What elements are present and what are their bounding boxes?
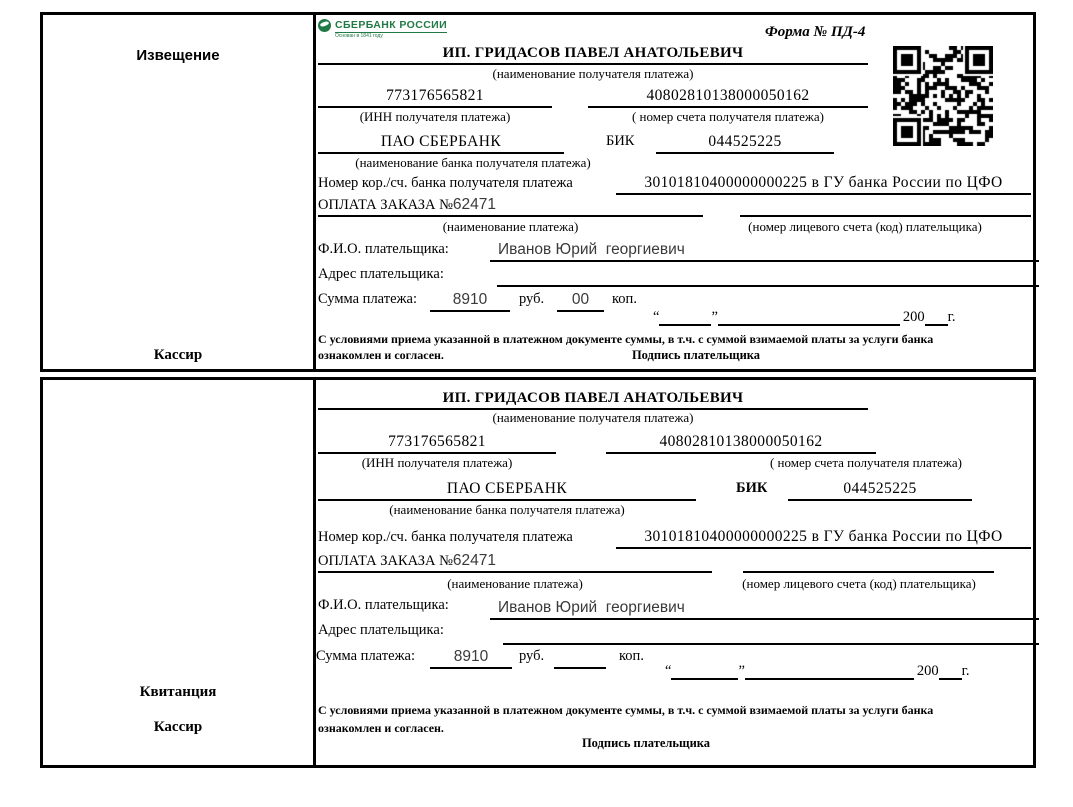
sum-label: Сумма платежа: <box>316 648 415 664</box>
notice-stub <box>43 15 316 369</box>
terms-line2: ознакомлен и согласен. <box>318 721 444 735</box>
caption-payee: (наименование получателя платежа) <box>492 66 694 81</box>
rub-label: руб. <box>519 648 545 664</box>
payee-name-field: ИП. ГРИДАСОВ ПАВЕЛ АНАТОЛЬЕВИЧ <box>318 386 868 410</box>
date-row: “ ” 200 г. <box>653 309 956 325</box>
bik-label: БИК <box>606 133 635 149</box>
caption-payment: (наименование платежа) <box>447 576 583 591</box>
caption-account: ( номер счета получателя платежа) <box>631 109 825 124</box>
stub-cashier-label: Кассир <box>153 719 203 735</box>
caption-personal-account: (номер лицевого счета (код) плательщика) <box>742 576 976 591</box>
corr-label: Номер кор./сч. банка получателя платежа <box>318 529 573 545</box>
caption-payment: (наименование платежа) <box>442 219 579 234</box>
date-day-line <box>671 663 738 680</box>
caption-account: ( номер счета получателя платежа) <box>769 455 963 470</box>
fio-label: Ф.И.О. плательщика: <box>318 241 449 257</box>
form-code: Форма № ПД-4 <box>765 24 866 40</box>
receipt-stub <box>43 380 316 765</box>
caption-bank: (наименование банка получателя платежа) <box>389 502 625 517</box>
kop-label: коп. <box>612 291 637 307</box>
sum-label: Сумма платежа: <box>318 291 417 307</box>
bik-label: БИК <box>736 480 768 496</box>
bank-name-field: ПАО СБЕРБАНК <box>318 478 696 501</box>
rub-label: руб. <box>519 291 545 307</box>
date-row: “ ” 200 г. <box>665 663 970 679</box>
caption-inn: (ИНН получателя платежа) <box>359 109 511 124</box>
bik-field: 044525225 <box>656 131 834 154</box>
caption-payee: (наименование получателя платежа) <box>492 410 694 425</box>
sum-rub-field: 8910 <box>430 287 510 312</box>
corr-account-field: 30101810400000000225 в ГУ банка России по ЦФО <box>616 171 1031 195</box>
bank-name-field: ПАО СБЕРБАНК <box>318 131 564 154</box>
account-field: 40802810138000050162 <box>588 85 868 108</box>
inn-field: 773176565821 <box>318 85 552 108</box>
date-month-line <box>745 663 914 680</box>
date-year-line <box>925 309 948 326</box>
signature-label: Подпись плательщика <box>581 736 711 750</box>
receipt-content <box>316 380 1033 765</box>
notice-section <box>40 12 1036 372</box>
fio-label: Ф.И.О. плательщика: <box>318 597 449 613</box>
personal-account-field <box>743 552 994 573</box>
date-month-line <box>718 309 900 326</box>
notice-content <box>316 15 1033 369</box>
address-label: Адрес плательщика: <box>318 622 444 638</box>
terms-line2: ознакомлен и согласен. <box>318 348 444 362</box>
caption-inn: (ИНН получателя платежа) <box>361 455 513 470</box>
date-year-line <box>939 663 962 680</box>
address-label: Адрес плательщика: <box>318 266 444 282</box>
inn-field: 773176565821 <box>318 431 556 454</box>
address-field <box>497 262 1039 287</box>
personal-account-field <box>740 196 1031 217</box>
receipt-section <box>40 377 1036 768</box>
payee-name-field: ИП. ГРИДАСОВ ПАВЕЛ АНАТОЛЬЕВИЧ <box>318 41 868 65</box>
sberbank-logo-tagline: Основан в 1841 году <box>335 33 383 39</box>
bik-field: 044525225 <box>788 478 972 501</box>
signature-label: Подпись плательщика <box>631 348 761 362</box>
corr-label: Номер кор./сч. банка получателя платежа <box>318 175 573 191</box>
kop-label: коп. <box>619 648 644 664</box>
date-day-line <box>659 309 711 326</box>
payment-purpose-field: ОПЛАТА ЗАКАЗА № 62471 <box>318 552 712 573</box>
sberbank-logo-icon <box>318 19 331 32</box>
account-field: 40802810138000050162 <box>606 431 876 454</box>
payment-purpose-field: ОПЛАТА ЗАКАЗА № 62471 <box>318 196 703 217</box>
stub-receipt-title: Квитанция <box>139 684 217 700</box>
terms-line1: С условиями приема указанной в платежном документе суммы, в т.ч. с суммой взимаемой платы за услуги банка <box>318 332 934 346</box>
stub-notice-title: Извещение <box>136 47 220 64</box>
corr-account-field: 30101810400000000225 в ГУ банка России по ЦФО <box>616 525 1031 549</box>
sberbank-logo-text: СБЕРБАНК РОССИИ <box>335 19 448 31</box>
sum-kop-field: 00 <box>557 287 604 312</box>
sum-kop-field <box>554 644 606 669</box>
fio-field: Иванов Юрий георгиевич <box>490 237 1039 262</box>
sum-rub-field: 8910 <box>430 644 512 669</box>
caption-personal-account: (номер лицевого счета (код) плательщика) <box>748 219 982 234</box>
sberbank-logo <box>318 19 447 39</box>
address-field <box>503 618 1039 645</box>
stub-cashier-label: Кассир <box>153 347 203 363</box>
qr-code <box>893 46 993 146</box>
caption-bank: (наименование банка получателя платежа) <box>355 155 591 170</box>
fio-field: Иванов Юрий георгиевич <box>490 593 1039 620</box>
terms-line1: С условиями приема указанной в платежном документе суммы, в т.ч. с суммой взимаемой платы за услуги банка <box>318 703 934 717</box>
